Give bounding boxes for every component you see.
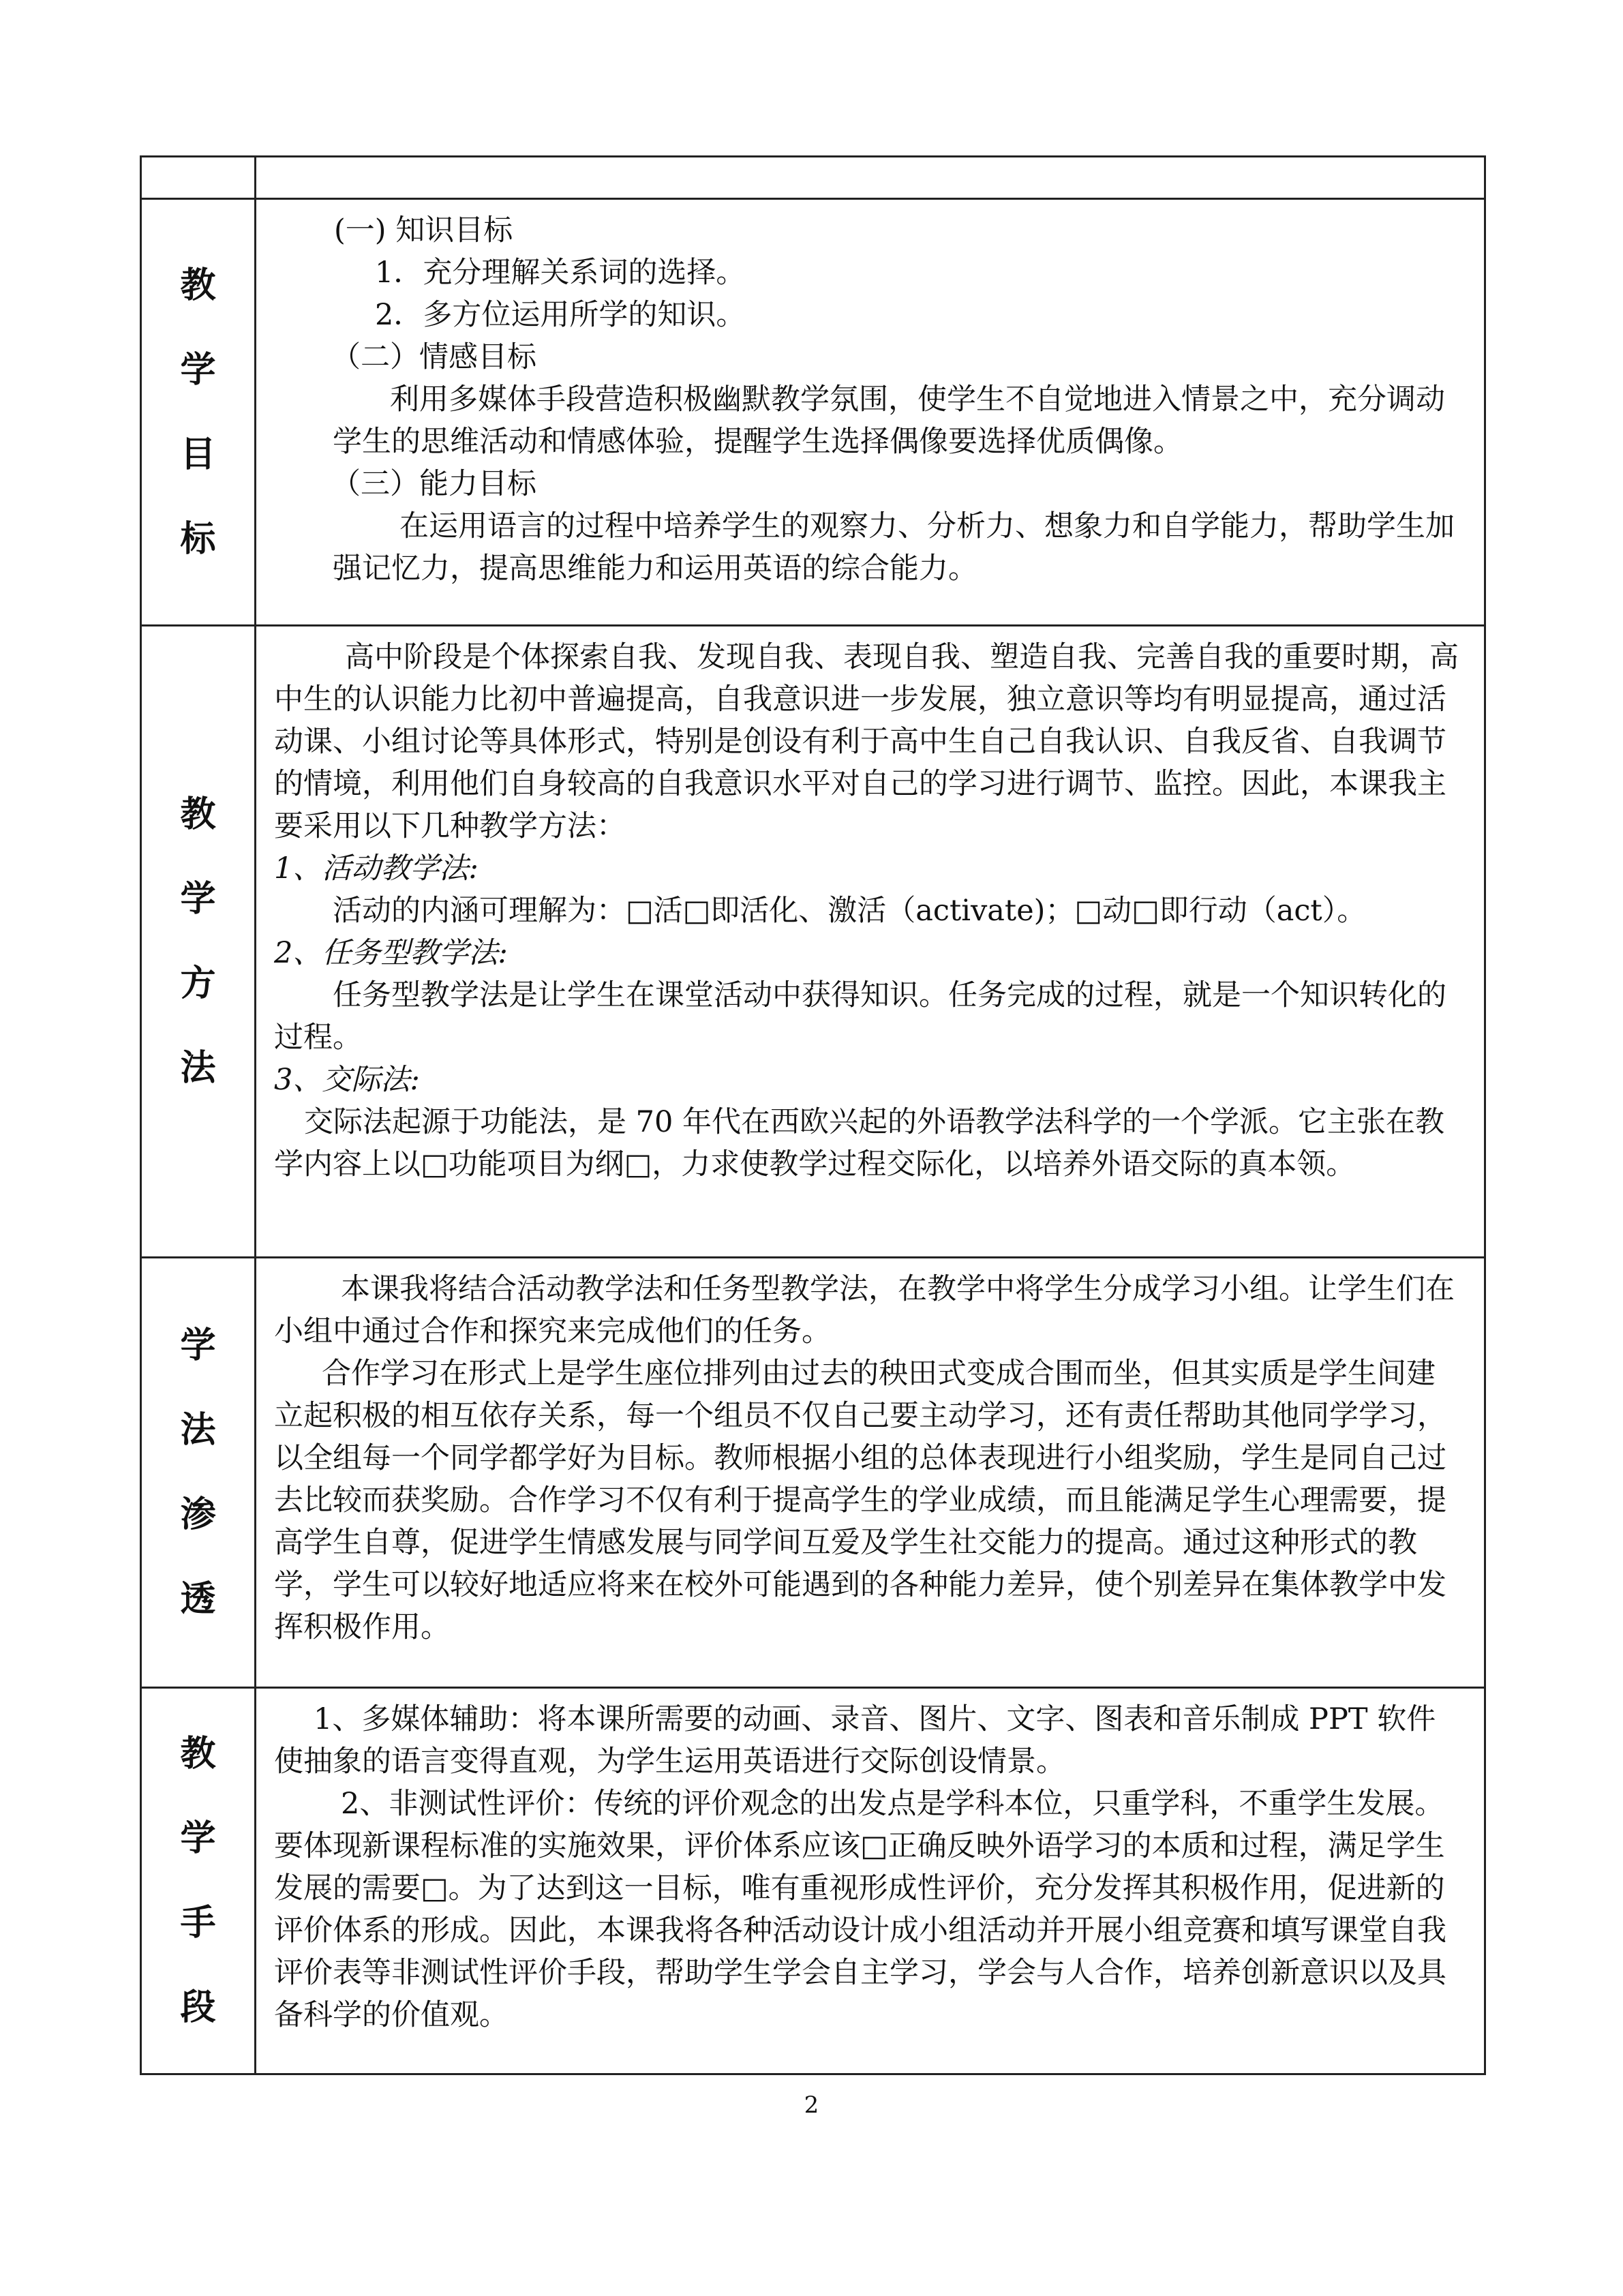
section-label (142, 261, 254, 564)
section-label-cell (141, 1258, 256, 1688)
method-heading: 2、任务型教学法: (274, 936, 508, 970)
paragraph: 1、多媒体辅助：将本课所需要的动画、录音、图片、文字、图表和音乐制成 PPT 软件使抽象的语言变得直观，为学生运用英语进行交际创设情景。 (274, 1702, 1436, 1779)
section-label (142, 1729, 254, 2032)
paragraph: 活动的内涵可理解为：□活□即活化、激活（activate)；□动□即行动（act）。 (333, 894, 1367, 928)
label-char: 学 (180, 349, 216, 391)
section-body-cell (256, 1258, 1485, 1688)
method-heading: 3、交际法: (274, 1063, 420, 1097)
lesson-plan-table (140, 155, 1486, 2075)
paragraph: 交际法起源于功能法，是 70 年代在西欧兴起的外语教学法科学的一个学派。它主张在教学内容上以□功能项目为纲□，力求使教学过程交际化，以培养外语交际的真本领。 (274, 1105, 1445, 1181)
paragraph: 合作学习在形式上是学生座位排列由过去的秧田式变成合围而坐，但其实质是学生间建立起积极的相互依存关系，每一个组员不仅自己要主动学习，还有责任帮助其他同学学习，以全组每一个同学都学好为目标。教师根据小组的总体表现进行小组奖励，学生是同自己过去比较而获奖励。合作学习不仅有利于提高学生的学业成绩，而且能满足学生心理需要，提高学生自尊，促进学生情感发展与同学间互爱及学生社交能力的提高。通过这种形式的教学，学生可以较好地适应将来在校外可能遇到的各种能力差异，使个别差异在集体教学中发挥积极作用。 (274, 1357, 1446, 1644)
paragraph: 高中阶段是个体探索自我、发现自我、表现自我、塑造自我、完善自我的重要时期，高中生的认识能力比初中普遍提高，自我意识进一步发展，独立意识等均有明显提高，通过活动课、小组讨论等具体形式，特别是创设有利于高中生自己自我认识、自我反省、自我调节的情境，利用他们自身较高的自我意识水平对自己的学习进行调节、监控。因此，本课我主要采用以下几种教学方法： (274, 640, 1459, 843)
paragraph: 本课我将结合活动教学法和任务型教学法，在教学中将学生分成学习小组。让学生们在小组中通过合作和探究来完成他们的任务。 (274, 1272, 1455, 1348)
header-body-cell (256, 157, 1485, 199)
label-char: 目 (180, 434, 216, 475)
paragraph: 在运用语言的过程中培养学生的观察力、分析力、想象力和自学能力，帮助学生加强记忆力，提高思维能力和运用英语的综合能力。 (333, 509, 1455, 586)
section-body-cell (256, 1688, 1485, 2074)
label-char: 手 (180, 1903, 216, 1944)
subheading: (一) 知识目标 (334, 213, 513, 247)
label-char: 透 (180, 1579, 216, 1620)
page-number: 2 (804, 2091, 819, 2119)
section-label (142, 790, 254, 1093)
label-char: 教 (180, 794, 216, 835)
label-char: 渗 (180, 1494, 216, 1535)
section-teaching-means (141, 1688, 1485, 2074)
section-body-cell (256, 626, 1485, 1258)
label-char: 标 (180, 518, 216, 560)
label-char: 法 (180, 1048, 216, 1089)
subheading: （二）情感目标 (331, 340, 536, 374)
section-body-cell (256, 199, 1485, 626)
section-teaching-methods (141, 626, 1485, 1258)
list-item: 2．多方位运用所学的知识。 (375, 298, 746, 332)
section-label (142, 1321, 254, 1624)
label-char: 教 (180, 1734, 216, 1774)
paragraph: 任务型教学法是让学生在课堂活动中获得知识。任务完成的过程，就是一个知识转化的过程。 (274, 978, 1446, 1055)
method-heading: 1、活动教学法: (274, 851, 479, 886)
section-label-cell (141, 199, 256, 626)
paragraph: 利用多媒体手段营造积极幽默教学氛围，使学生不自觉地进入情景之中，充分调动学生的思维活动和情感体验，提醒学生选择偶像要选择优质偶像。 (333, 382, 1445, 459)
label-char: 学 (180, 879, 216, 920)
table-header-row (141, 157, 1485, 199)
label-char: 方 (180, 963, 216, 1004)
label-char: 教 (180, 265, 216, 306)
label-char: 学 (180, 1325, 216, 1366)
label-char: 段 (180, 1987, 216, 2028)
section-learning-methods (141, 1258, 1485, 1688)
label-char: 法 (180, 1410, 216, 1451)
header-label-cell (141, 157, 256, 199)
section-label-cell (141, 626, 256, 1258)
list-item: 1．充分理解关系词的选择。 (375, 256, 746, 290)
paragraph: 2、非测试性评价：传统的评价观念的出发点是学科本位，只重学科，不重学生发展。 要体现新课程标准的实施效果，评价体系应该□正确反映外语学习的本质和过程，满足学生发展的需要□。为了达到这一目标，唯有重视形成性评价，充分发挥其积极作用，促进新的评价体系的形成。因此，本课我将各种活动设计成小组活动并开展小组竞赛和填写课堂自我评价表等非测试性评价手段，帮助学生学会自主学习，学会与人合作，培养创新意识以及具备科学的价值观。 (274, 1787, 1468, 2032)
section-label-cell (141, 1688, 256, 2074)
section-teaching-objectives (141, 199, 1485, 626)
subheading: （三）能力目标 (331, 467, 536, 501)
label-char: 学 (180, 1818, 216, 1859)
